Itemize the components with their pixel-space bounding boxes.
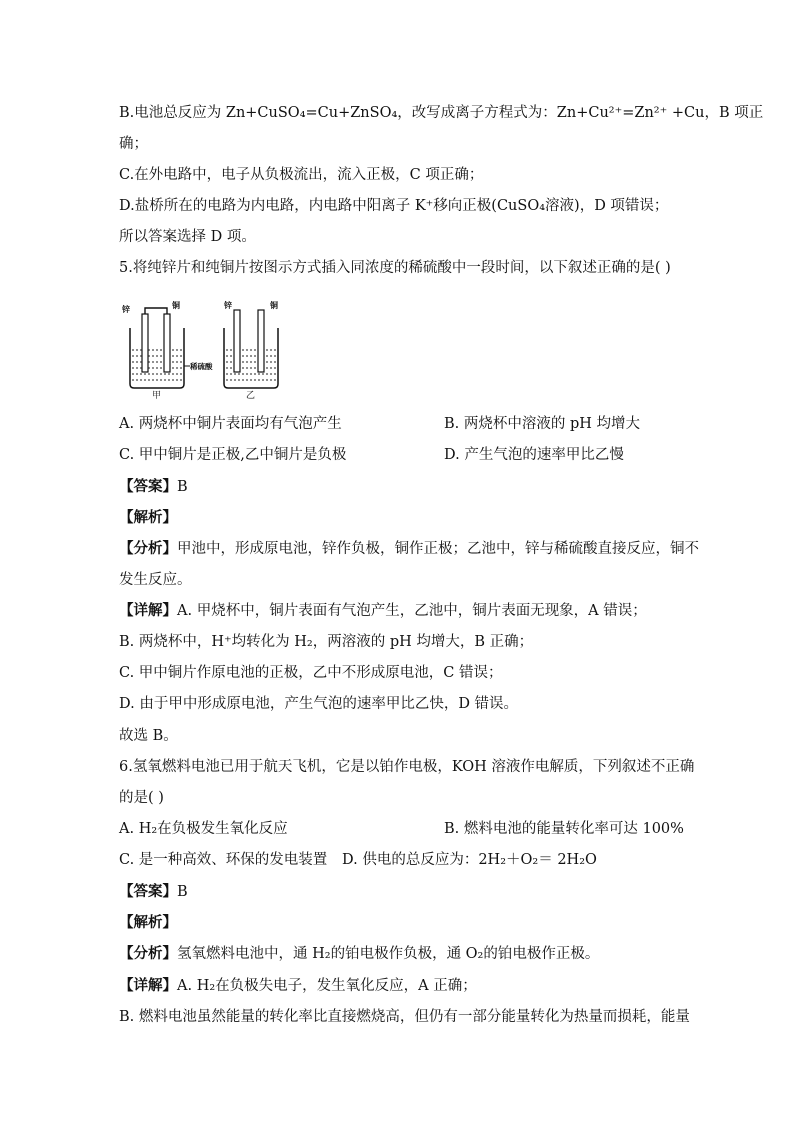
q5-xiangjie-d: D. 由于甲中形成原电池，产生气泡的速率甲比乙快，D 错误。: [119, 696, 519, 712]
question-6-stem-2: 的是( ): [119, 790, 164, 806]
line-conclusion: 所以答案选择 D 项。: [119, 229, 256, 245]
label-right-zinc: 锌: [224, 300, 232, 310]
answer-value: B: [177, 479, 188, 495]
q5-xiangjie-b: B. 两烧杯中，H⁺均转化为 H₂，两溶液的 pH 均增大，B 正确；: [119, 634, 534, 650]
q5-option-d: D. 产生气泡的速率甲比乙慢: [444, 447, 624, 463]
q5-analysis-title: 【解析】: [119, 509, 177, 526]
q5-conclusion: 故选 B。: [119, 728, 178, 744]
question-5-stem: 5.将纯锌片和纯铜片按图示方式插入同浓度的稀硫酸中一段时间，以下叙述正确的是( ): [119, 260, 671, 276]
q6-fenxi: [119, 944, 599, 964]
line-c: C.在外电路中，电子从负极流出，流入正极，C 项正确；: [119, 167, 484, 183]
fenxi-label: 【分析】: [119, 540, 177, 557]
q6-option-a: A. H₂在负极发生氧化反应: [119, 821, 288, 837]
q5-option-b: B. 两烧杯中溶液的 pH 均增大: [444, 416, 641, 432]
q6-option-c: C. 是一种高效、环保的发电装置: [119, 852, 328, 868]
xiangjie-a-text: A. H₂在负极失电子，发生氧化反应，A 正确；: [177, 978, 477, 994]
line-b2: 确；: [119, 136, 148, 152]
answer-value: B: [177, 884, 188, 900]
fenxi-label: 【分析】: [119, 945, 177, 962]
q6-analysis-title: 【解析】: [119, 914, 177, 931]
beaker-jia: [130, 308, 184, 388]
label-jia: 甲: [152, 391, 162, 400]
label-left-copper: 铜: [172, 300, 180, 310]
label-yi: 乙: [246, 391, 256, 400]
beaker-yi: [224, 310, 278, 388]
line-d: D.盐桥所在的电路为内电路，内电路中阳离子 K⁺移向正极(CuSO₄溶液)，D 项错误；: [119, 198, 669, 214]
q6-option-b: B. 燃料电池的能量转化率可达 100%: [444, 821, 684, 837]
q5-xiangjie-a: [119, 601, 647, 621]
q6-option-d: D. 供电的总反应为：2H₂＋O₂＝ 2H₂O: [342, 852, 597, 868]
q5-fenxi-1: [119, 539, 699, 559]
answer-label: 【答案】: [119, 478, 177, 495]
label-right-copper: 铜: [270, 300, 278, 310]
q5-option-c: C. 甲中铜片是正极,乙中铜片是负极: [119, 447, 347, 463]
q5-xiangjie-c: C. 甲中铜片作原电池的正极，乙中不形成原电池，C 错误；: [119, 665, 503, 681]
fenxi-text: 甲池中，形成原电池，锌作负极，铜作正极；乙池中，锌与稀硫酸直接反应，铜不: [177, 541, 699, 557]
answer-label: 【答案】: [119, 883, 177, 900]
q6-xiangjie-b: B. 燃料电池虽然能量的转化率比直接燃烧高，但仍有一部分能量转化为热量而损耗，能量: [119, 1009, 690, 1025]
label-acid: 稀硫酸: [190, 362, 213, 371]
xiangjie-a-text: A. 甲烧杯中，铜片表面有气泡产生，乙池中，铜片表面无现象，A 错误；: [177, 603, 647, 619]
q6-answer: [119, 882, 188, 902]
fenxi-text: 氢氧燃料电池中，通 H₂的铂电极作负极，通 O₂的铂电极作正极。: [177, 946, 600, 962]
q6-xiangjie-a: [119, 976, 477, 996]
label-left-zinc: 锌: [122, 304, 130, 314]
question-6-stem-1: 6.氢氧燃料电池已用于航天飞机，它是以铂作电极，KOH 溶液作电解质，下列叙述不正确: [119, 759, 695, 775]
q5-answer: [119, 477, 188, 497]
q5-fenxi-2: 发生反应。: [119, 572, 192, 588]
q5-option-a: A. 两烧杯中铜片表面均有气泡产生: [119, 416, 342, 432]
line-b1: B.电池总反应为 Zn+CuSO₄=Cu+ZnSO₄，改写成离子方程式为：Zn+Cu²⁺=Zn²⁺ +Cu，B 项正: [119, 105, 764, 121]
xiangjie-label: 【详解】: [119, 602, 177, 619]
xiangjie-label: 【详解】: [119, 977, 177, 994]
beaker-figure: [120, 300, 300, 400]
